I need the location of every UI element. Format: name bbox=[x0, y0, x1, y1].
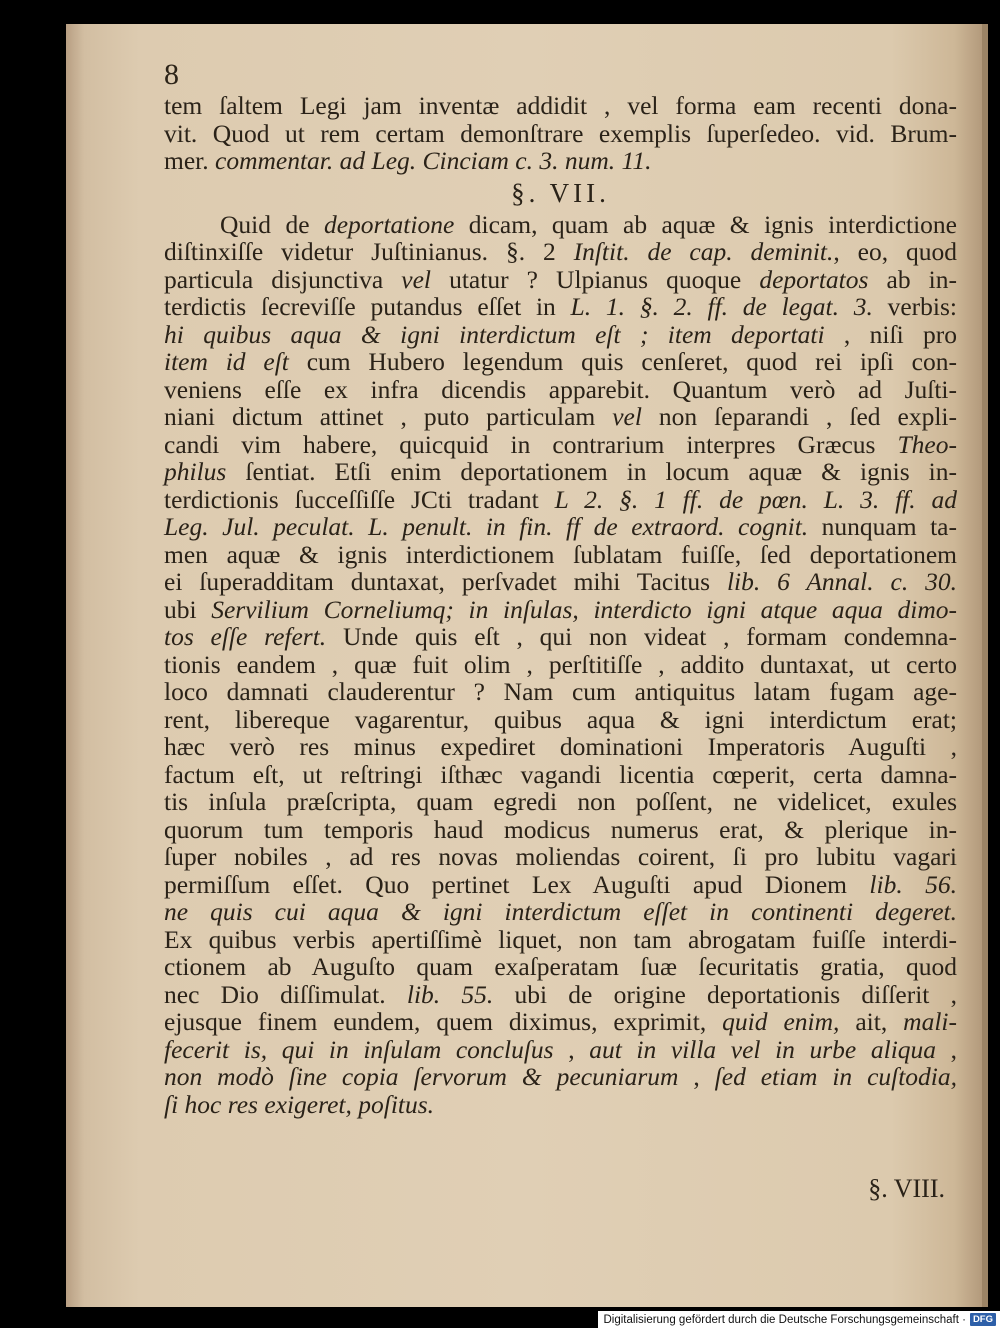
text-line bbox=[164, 843, 957, 871]
text-line bbox=[164, 706, 957, 734]
text-line bbox=[164, 1036, 957, 1064]
text-segment: terdictis ſecreviſſe putandus eſſet in bbox=[164, 292, 571, 321]
italic-segment: commentar. ad Leg. Cinciam c. 3. num. 11. bbox=[215, 146, 652, 175]
text-line bbox=[164, 348, 957, 376]
text-segment: tionis eandem , quæ fuit olim , perſtitiſſe , addito duntaxat, ut certo bbox=[164, 649, 957, 679]
text-segment: , bbox=[678, 1062, 715, 1091]
text-segment: tem ſaltem Legi jam inventæ addidit , vel forma eam recenti dona- bbox=[164, 91, 957, 120]
italic-segment: L. 1. §. 2. ff. de legat. 3. bbox=[570, 292, 873, 321]
text-line bbox=[164, 1063, 957, 1091]
text-line bbox=[164, 733, 957, 761]
text-segment: ubi de origine deportationis diſſerit , bbox=[493, 979, 957, 1009]
text-line bbox=[164, 321, 957, 349]
catchword: §. VIII. bbox=[868, 1174, 945, 1203]
text-segment: ſentiat. Etſi enim deportationem in locum aquæ & ignis in- bbox=[226, 457, 957, 486]
italic-segment: philus bbox=[164, 457, 227, 486]
text-segment: factum eſt, ut reſtringi iſthæc vagandi licentia cœperit, certa damna- bbox=[164, 759, 957, 789]
italic-segment: deportatos bbox=[759, 264, 869, 294]
page-number: 8 bbox=[164, 58, 179, 91]
paragraph-continuation bbox=[164, 92, 957, 175]
text-line bbox=[164, 541, 957, 569]
italic-segment: non modò ſine copia ſervorum & pecuniarum bbox=[164, 1062, 679, 1091]
text-segment: diſtinxiſſe videtur Juſtinianus. §. 2 bbox=[164, 237, 574, 266]
text-segment: utatur ? Ulpianus quoque bbox=[431, 264, 760, 294]
italic-segment: lib. 6 Annal. c. 30. bbox=[726, 567, 957, 596]
text-segment: ctionem ab Auguſto quam exaſperatam ſuæ ſecuritatis gratia, quod bbox=[164, 952, 957, 981]
text-segment: ſuper nobiles , ad res novas moliendas coirent, ſi pro lubitu vagari bbox=[164, 842, 957, 871]
text-line bbox=[164, 871, 957, 899]
text-segment: rent, libereque vagarentur, quibus aqua & igni interdictum erat; bbox=[164, 704, 957, 734]
text-segment: loco damnati clauderentur ? Nam cum antiquitus latam fugam age- bbox=[164, 677, 957, 706]
italic-segment: aut in villa vel in urbe aliqua bbox=[589, 1034, 937, 1064]
text-line bbox=[164, 898, 957, 926]
text-line bbox=[164, 788, 957, 816]
text-segment: Quid de bbox=[220, 209, 324, 239]
text-segment: nunquam ta- bbox=[808, 512, 957, 541]
text-segment: ubi bbox=[164, 594, 212, 624]
italic-segment: vel bbox=[401, 264, 431, 294]
italic-segment: Theo- bbox=[897, 429, 957, 459]
italic-segment: deportatione bbox=[323, 209, 455, 239]
text-segment: cum Hubero legendum quis cenſeret, quod rei ipſi con- bbox=[288, 347, 957, 376]
text-segment: , bbox=[553, 1034, 590, 1064]
text-line bbox=[164, 623, 957, 651]
section-heading: §. VII. bbox=[511, 177, 610, 208]
text-segment: niani dictum attinet , puto particulam bbox=[164, 402, 613, 431]
text-line bbox=[164, 403, 957, 431]
italic-segment: Inſtit. de cap. deminit. bbox=[573, 237, 834, 266]
text-line bbox=[164, 376, 957, 404]
italic-segment: L 2. §. 1 ff. de pœn. L. 3. ff. ad bbox=[554, 484, 957, 514]
text-line bbox=[164, 486, 957, 514]
text-line bbox=[164, 458, 957, 486]
text-segment: veniens eſſe ex infra dicendis apparebit. Quantum verò ad Juſti- bbox=[164, 374, 957, 404]
italic-segment: lib. 55. bbox=[406, 979, 494, 1009]
italic-segment: tos eſſe refert. bbox=[164, 622, 327, 651]
digitization-footer bbox=[598, 1311, 1000, 1328]
text-line bbox=[164, 596, 957, 624]
text-segment: ei ſuperadditam duntaxat, perſvadet mihi Tacitus bbox=[164, 567, 727, 596]
text-segment: Unde quis eſt , qui non videat , formam condemna- bbox=[326, 622, 957, 651]
text-segment: tis inſula præſcripta, quam egredi non poſſent, ne videlicet, exules bbox=[164, 787, 957, 816]
text-line bbox=[164, 120, 957, 148]
text-line bbox=[164, 761, 957, 789]
text-segment: , niſi pro bbox=[824, 319, 958, 349]
text-line bbox=[164, 651, 957, 679]
italic-segment: item id eſt bbox=[164, 347, 289, 376]
text-line bbox=[164, 981, 957, 1009]
text-segment: terdictionis ſucceſſiſſe JCti tradant bbox=[164, 484, 555, 514]
text-line bbox=[164, 431, 957, 459]
text-line bbox=[164, 293, 957, 321]
text-segment: verbis: bbox=[872, 292, 957, 321]
italic-segment: ne quis cui aqua & igni interdictum eſſet in continenti degeret. bbox=[164, 897, 957, 926]
text-line bbox=[164, 953, 957, 981]
text-segment: ejusque finem eundem, quem diximus, exprimit, bbox=[164, 1007, 723, 1036]
text-segment: hæc verò res minus expediret dominationi Imperatoris Auguſti , bbox=[164, 732, 957, 761]
text-segment: particula disjunctiva bbox=[164, 264, 402, 294]
italic-segment: fecerit is, qui in inſulam concluſus bbox=[164, 1034, 554, 1064]
text-line bbox=[164, 266, 957, 294]
text-segment: Ex quibus verbis apertiſſimè liquet, non tam abrogatam fuiſſe interdi- bbox=[164, 924, 957, 954]
text-segment: , eo, quod bbox=[833, 237, 957, 266]
text-line bbox=[164, 147, 957, 175]
text-line bbox=[164, 513, 957, 541]
text-segment: non ſeparandi , ſed expli- bbox=[641, 402, 957, 431]
text-line bbox=[164, 926, 957, 954]
italic-segment: lib. 56. bbox=[869, 869, 957, 899]
text-line bbox=[164, 816, 957, 844]
text-line bbox=[164, 678, 957, 706]
italic-segment: ſi hoc res exigeret, poſitus. bbox=[164, 1089, 435, 1119]
text-line bbox=[164, 568, 957, 596]
text-segment: vit. Quod ut rem certam demonſtrare exemplis ſuperſedeo. vid. Brum- bbox=[164, 118, 957, 148]
text-segment: permiſſum eſſet. Quo pertinet Lex Auguſti apud Dionem bbox=[164, 869, 870, 899]
text-segment: candi vim habere, quicquid in contrarium interpres Græcus bbox=[164, 429, 898, 459]
italic-segment: Leg. Jul. peculat. L. penult. in fin. ff de extraord. cognit. bbox=[164, 512, 809, 541]
text-line bbox=[164, 92, 957, 120]
italic-segment: hi quibus aqua & igni interdictum eſt ; item deportati bbox=[164, 319, 825, 349]
italic-segment: Servilium Corneliumq; in inſulas, interdicto igni atque aqua dimo- bbox=[211, 594, 957, 624]
italic-segment: vel bbox=[612, 402, 642, 431]
text-segment: , bbox=[936, 1034, 958, 1064]
italic-segment: ſed etiam in cuſtodia, bbox=[714, 1062, 958, 1091]
text-line bbox=[164, 238, 957, 266]
text-segment: nec Dio diſſimulat. bbox=[164, 979, 407, 1009]
text-segment: ab in- bbox=[868, 264, 957, 294]
dfg-logo-icon: DFG bbox=[970, 1313, 996, 1326]
text-segment: quorum tum temporis haud modicus numerus erat, & plerique in- bbox=[164, 814, 957, 844]
text-segment: ait, bbox=[839, 1007, 904, 1036]
italic-segment: quid enim, bbox=[722, 1007, 840, 1036]
text-segment: dicam, quam ab aquæ & ignis interdictione bbox=[454, 209, 957, 239]
italic-segment: mali- bbox=[903, 1007, 957, 1036]
text-line bbox=[164, 1091, 957, 1119]
text-segment: men aquæ & ignis interdictionem ſublatam fuiſſe, ſed deportationem bbox=[164, 539, 957, 569]
paragraph-section-vii bbox=[164, 211, 957, 1119]
text-segment: mer. bbox=[164, 146, 215, 175]
footer-credit: Digitalisierung gefördert durch die Deutsche Forschungsgemeinschaft · bbox=[603, 1313, 966, 1326]
text-line bbox=[164, 211, 957, 239]
page-body bbox=[164, 92, 957, 1118]
text-line bbox=[164, 1008, 957, 1036]
